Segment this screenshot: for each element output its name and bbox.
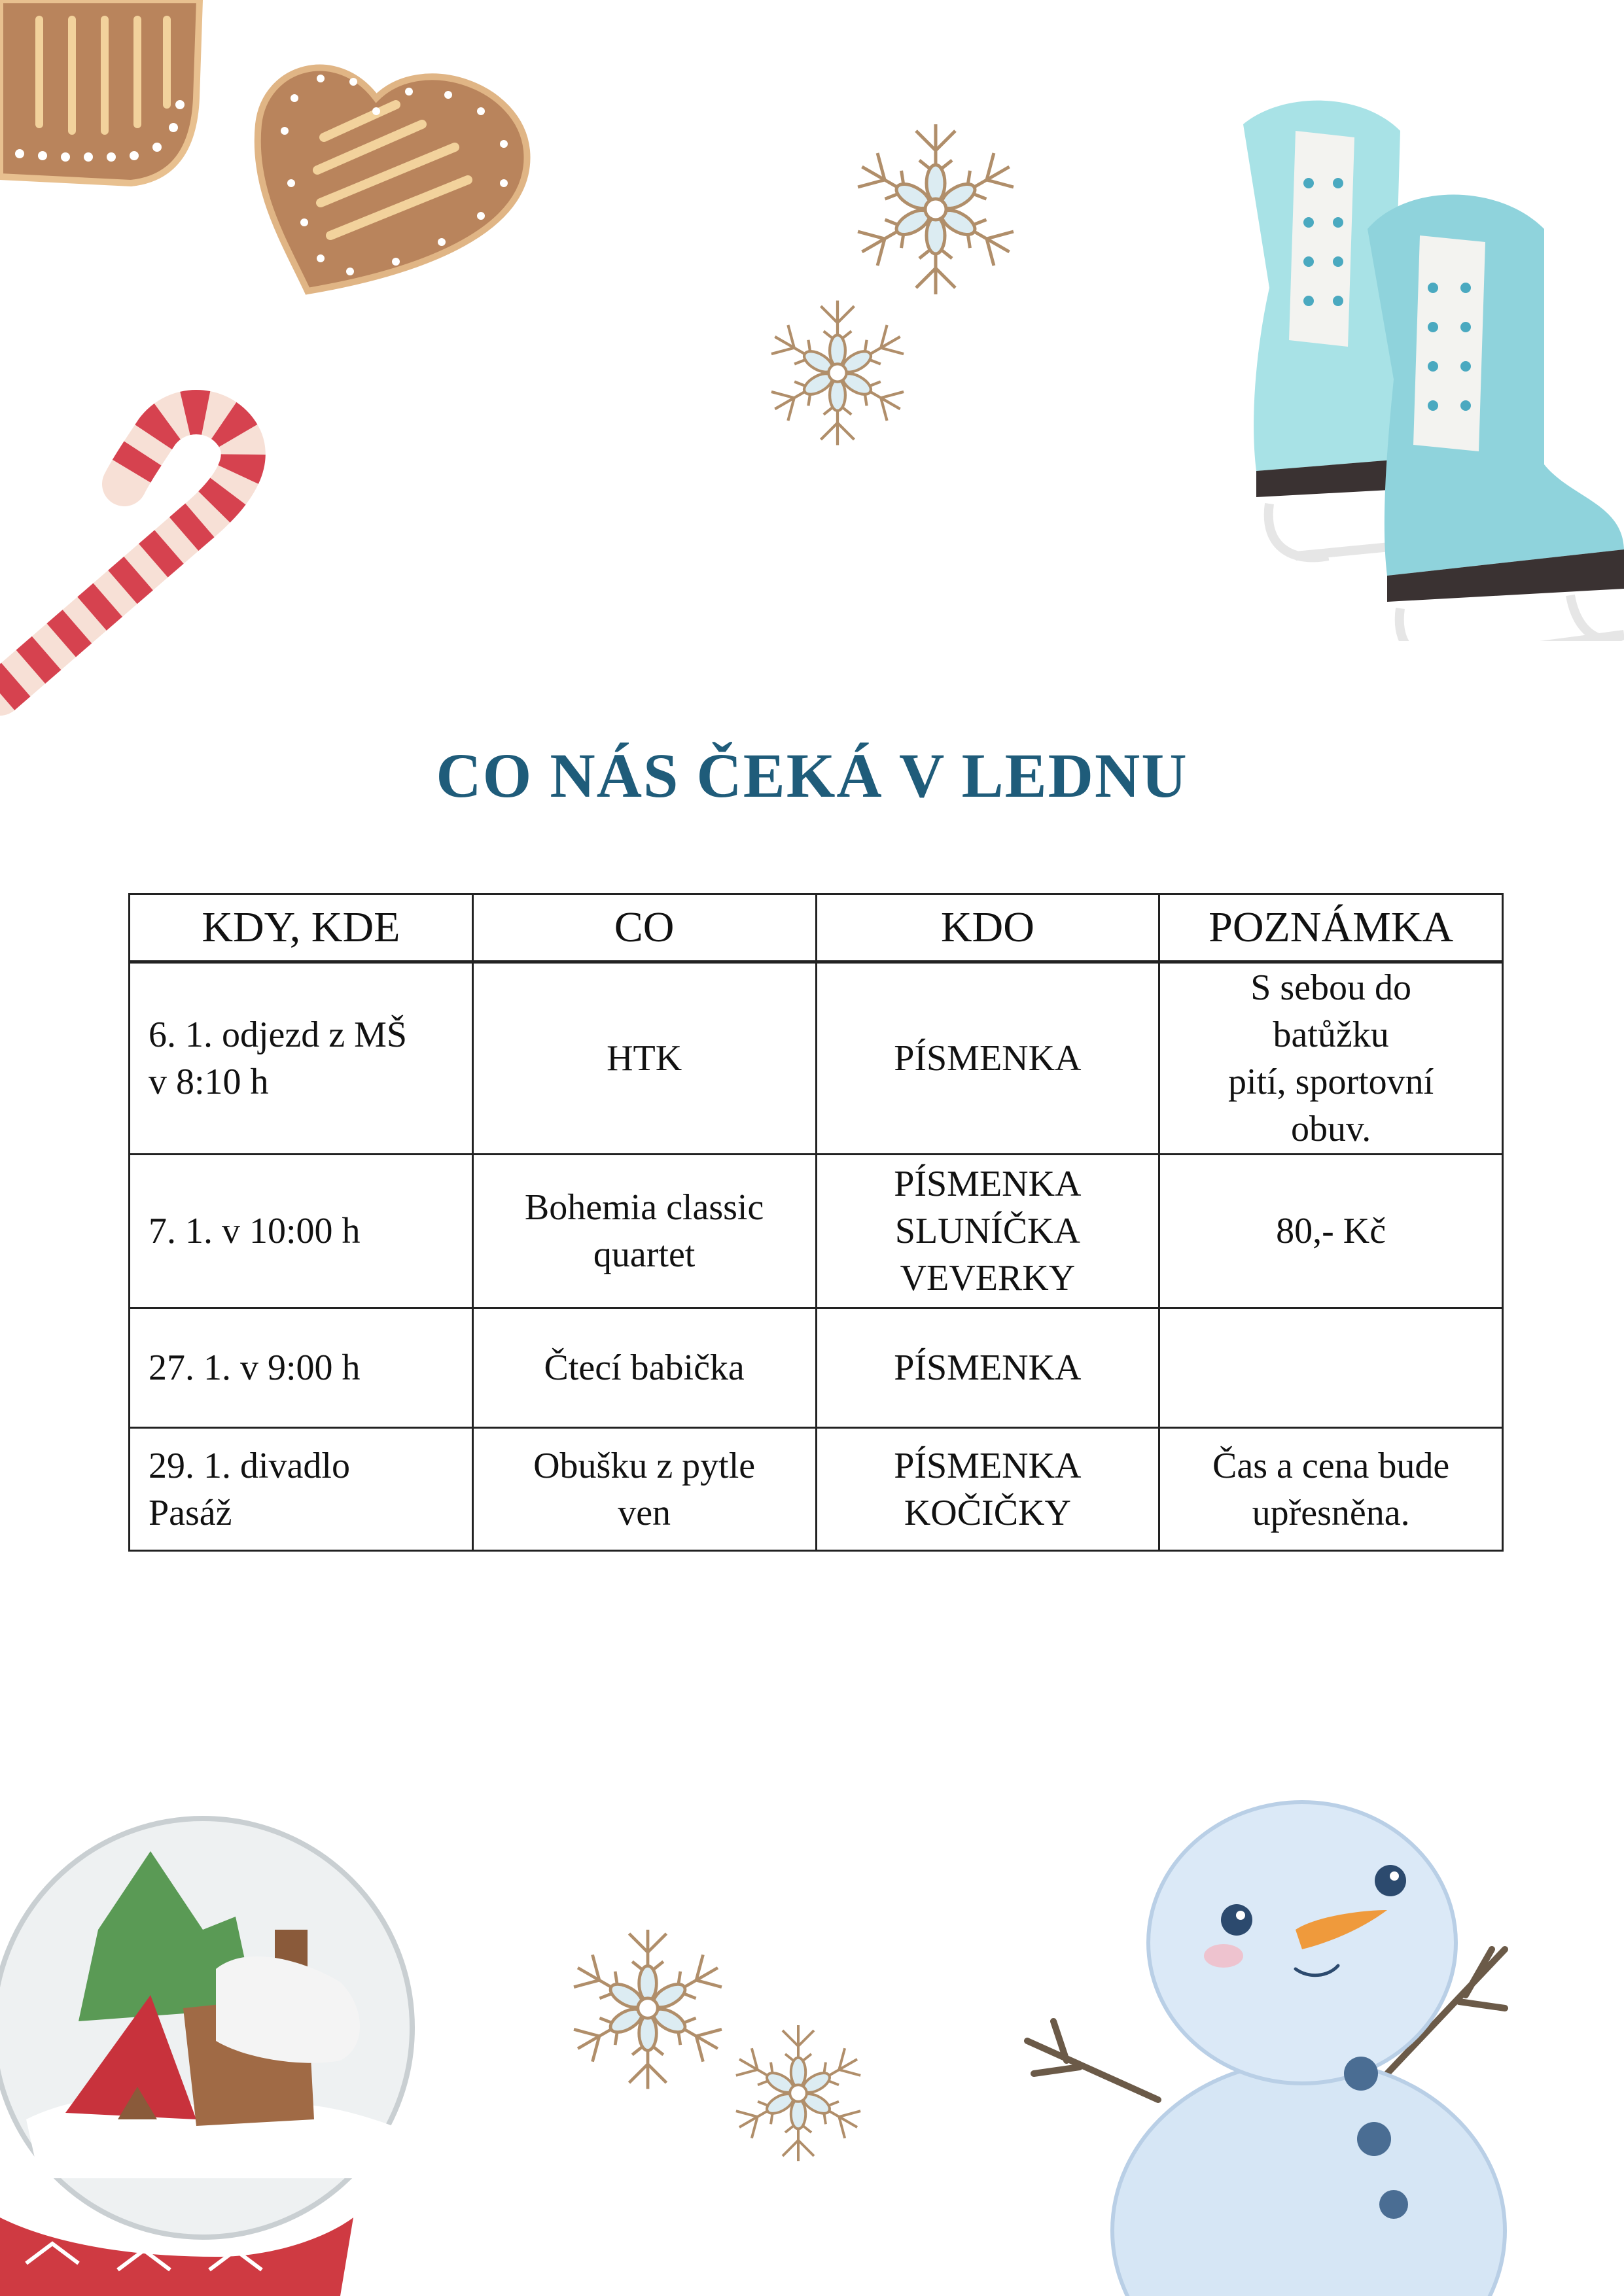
cell-co: HTK [472, 962, 816, 1155]
column-header-co: CO [472, 894, 816, 962]
cell-kdy: 6. 1. odjezd z MŠ v 8:10 h [130, 962, 473, 1155]
cell-poznamka: S sebou do batůžku pití, sportovní obuv. [1159, 962, 1503, 1155]
snowflakes-icon [550, 1930, 890, 2178]
cell-poznamka: 80,- Kč [1159, 1155, 1503, 1308]
schedule-table [128, 893, 1504, 1552]
cell-poznamka [1159, 1308, 1503, 1428]
candy-cane-icon [0, 379, 288, 746]
cell-kdo: PÍSMENKA [816, 1308, 1159, 1428]
cell-poznamka: Čas a cena bude upřesněna. [1159, 1428, 1503, 1551]
column-header-kdy: KDY, KDE [130, 894, 473, 962]
column-header-kdo: KDO [816, 894, 1159, 962]
page-title: CO NÁS ČEKÁ V LEDNU [436, 740, 1188, 810]
cell-kdy: 27. 1. v 9:00 h [130, 1308, 473, 1428]
table-row [130, 1155, 1503, 1308]
column-header-poznamka: POZNÁMKA [1159, 894, 1503, 962]
cell-co: Čtecí babička [472, 1308, 816, 1428]
table-row [130, 1428, 1503, 1551]
table-header-row [130, 894, 1503, 962]
cell-kdo: PÍSMENKA SLUNÍČKA VEVERKY [816, 1155, 1159, 1308]
cell-kdy: 7. 1. v 10:00 h [130, 1155, 473, 1308]
cell-co: Obušku z pytle ven [472, 1428, 816, 1551]
cell-kdy: 29. 1. divadlo Pasáž [130, 1428, 473, 1551]
snowflakes-icon [746, 111, 1047, 464]
cell-kdo: PÍSMENKA KOČIČKY [816, 1428, 1159, 1551]
snowman-icon [1008, 1733, 1525, 2296]
table-row [130, 1308, 1503, 1428]
cell-kdo: PÍSMENKA [816, 962, 1159, 1155]
gingerbread-cookie-icon [0, 0, 209, 196]
gingerbread-heart-icon [245, 26, 553, 314]
table-row [130, 962, 1503, 1155]
ice-skates-icon [1217, 52, 1624, 641]
cell-co: Bohemia classic quartet [472, 1155, 816, 1308]
snow-globe-icon [0, 1812, 445, 2296]
